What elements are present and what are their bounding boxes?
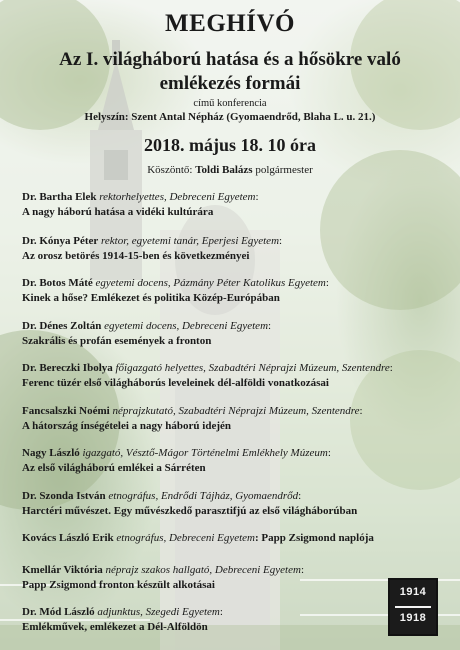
conference-note: című konferencia [193, 98, 267, 109]
talk-title: Emlékművek, emlékezet a Dél-Alföldön [22, 621, 208, 633]
talk-item [22, 319, 442, 349]
talk-title: Kinek a hőse? Emlékezet és politika Közép-Európában [22, 292, 280, 304]
greeting-line [0, 164, 460, 176]
speaker-affiliation: főigazgató helyettes, Szabadtéri Néprajzi Múzeum, Szentendre [112, 362, 390, 374]
talk-item [22, 563, 442, 593]
talk-item [22, 404, 442, 434]
speaker-extra: : [298, 490, 302, 502]
speaker-affiliation: rektorhelyettes, Debreceni Egyetem [96, 191, 256, 203]
speaker-affiliation: igazgató, Vésztő-Mágor Történelmi Emlékhely Múzeum [79, 447, 328, 459]
speaker-name: Kovács László Erik [22, 532, 114, 544]
speaker-extra: : [268, 320, 272, 332]
speaker-affiliation: rektor, egyetemi tanár, Eperjesi Egyetem [98, 235, 280, 247]
speaker-extra: : [219, 606, 223, 618]
speaker-affiliation: etnográfus, Endrődi Tájház, Gyomaendrőd [105, 490, 299, 502]
speaker-extra: : [255, 191, 259, 203]
speaker-extra: : [300, 564, 304, 576]
talk-item [22, 446, 442, 476]
centenary-logo [388, 578, 438, 636]
talk-item [22, 190, 442, 220]
speaker-extra: : Papp Zsigmond naplója [255, 532, 374, 544]
talk-item [22, 234, 442, 264]
talk-title: A nagy háború hatása a vidéki kultúrára [22, 206, 214, 218]
speaker-extra: : [279, 235, 283, 247]
greeting-name: Toldi Balázs [195, 164, 253, 176]
speaker-name: Dr. Bereczki Ibolya [22, 362, 113, 374]
speaker-name: Dr. Kónya Péter [22, 235, 99, 247]
speaker-affiliation: néprajzkutató, Szabadtéri Néprajzi Múzeum, Szentendre [109, 405, 360, 417]
logo-year-top: 1914 [399, 586, 427, 598]
speaker-name: Dr. Mód László [22, 606, 95, 618]
speaker-extra: : [325, 277, 329, 289]
venue-line: Helyszín: Szent Antal Népház (Gyomaendrőd, Blaha L. u. 21.) [84, 111, 376, 123]
speaker-affiliation: etnográfus, Debreceni Egyetem [113, 532, 255, 544]
talk-item [22, 531, 442, 546]
speaker-name: Dr. Bartha Elek [22, 191, 97, 203]
speaker-affiliation: egyetemi docens, Debreceni Egyetem [101, 320, 269, 332]
speaker-affiliation: egyetemi docens, Pázmány Péter Katolikus Egyetem [92, 277, 326, 289]
talk-item [22, 489, 442, 519]
speaker-name: Dr. Szonda István [22, 490, 106, 502]
logo-year-bottom: 1918 [399, 612, 427, 624]
talk-title: A hátország ínségételei a nagy háború idején [22, 420, 231, 432]
event-date: 2018. május 18. 10 óra [144, 135, 316, 155]
talk-title: Szakrális és profán események a fronton [22, 335, 212, 347]
greeting-prefix: Köszöntő: [147, 164, 196, 176]
speaker-affiliation: néprajz szakos hallgató, Debreceni Egyetem [102, 564, 301, 576]
speaker-extra: : [359, 405, 363, 417]
talk-title: Papp Zsigmond fronton készült alkotásai [22, 579, 215, 591]
speaker-extra: : [389, 362, 393, 374]
page-title: MEGHÍVÓ [165, 10, 295, 37]
conference-title: Az I. világháború hatása és a hősökre való emlékezés formái [59, 49, 401, 94]
speaker-name: Dr. Botos Máté [22, 277, 93, 289]
speaker-affiliation: adjunktus, Szegedi Egyetem [94, 606, 220, 618]
speaker-name: Dr. Dénes Zoltán [22, 320, 102, 332]
talk-item [22, 276, 442, 306]
talk-item [22, 605, 442, 635]
speaker-name: Kmellár Viktória [22, 564, 103, 576]
talk-title: Ferenc tüzér első világháborús leveleinek dél-alföldi vonatkozásai [22, 377, 329, 389]
speaker-extra: : [327, 447, 331, 459]
talk-title: Az első világháború emlékei a Sárréten [22, 462, 206, 474]
speaker-name: Fancsalszki Noémi [22, 405, 110, 417]
talk-title: Harctéri művészet. Egy művészkedő parasztifjú az első világháborúban [22, 505, 358, 517]
greeting-role: polgármester [252, 164, 313, 176]
talk-item [22, 361, 442, 391]
talk-title: Az orosz betörés 1914-15-ben és következményei [22, 250, 250, 262]
speaker-name: Nagy László [22, 447, 80, 459]
logo-divider [395, 606, 431, 608]
